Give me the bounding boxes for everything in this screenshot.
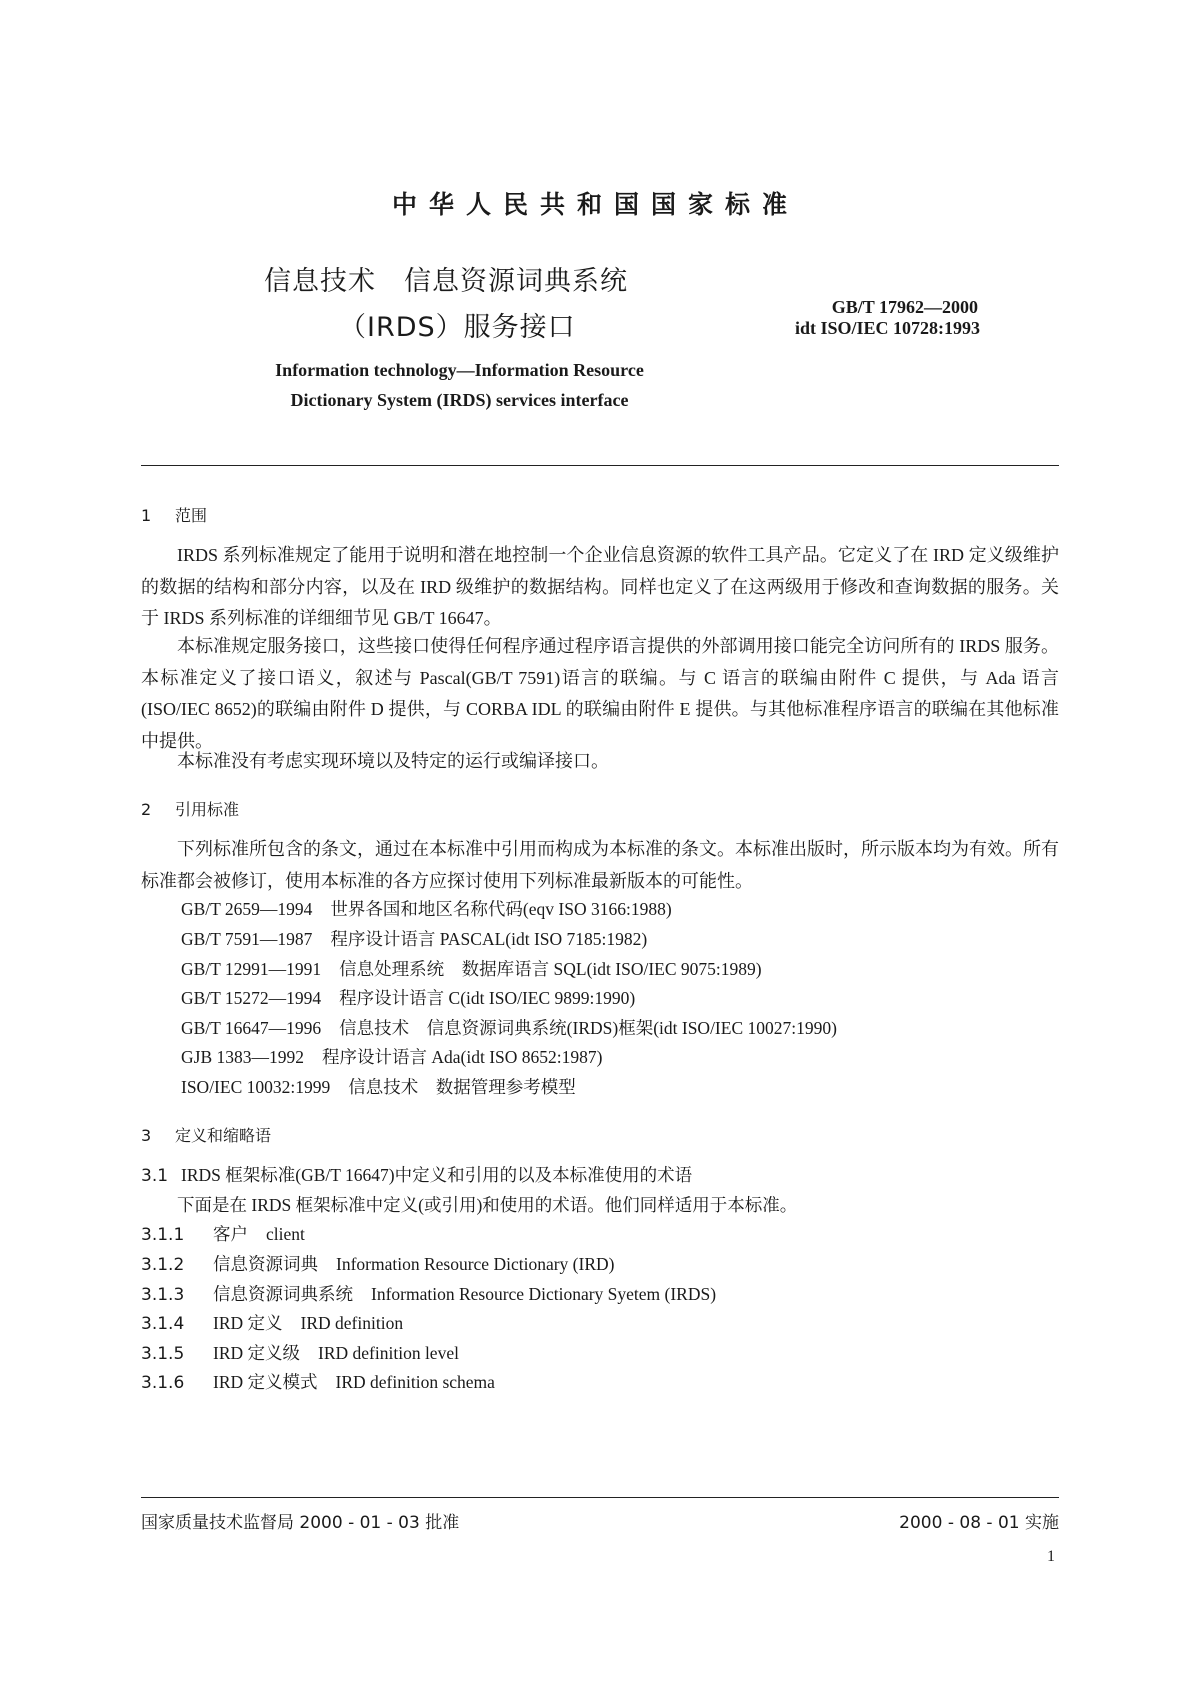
chinese-title-line-1: 信息技术 信息资源词典系统 [264, 266, 628, 297]
reference-code: GJB 1383—1992 [181, 1047, 304, 1067]
section-1-heading [141, 503, 207, 526]
footer-divider [141, 1497, 1059, 1498]
term-number: 3.1.5 [141, 1344, 185, 1364]
english-title-line-2: Dictionary System (IRDS) services interface [290, 390, 629, 410]
section-1-paragraph-2: 本标准规定服务接口，这些接口使得任何程序通过程序语言提供的外部调用接口能完全访问所有的 IRDS 服务。本标准定义了接口语义，叙述与 Pascal(GB/T 7591)语言的联编。与 C 语言的联编由附件 C 提供，与 Ada 语言(ISO/IEC 8652)的联编由附件 D 提供，与 CORBA IDL 的联编由附件 E 提供。与其他标准程序语言的联编在其他标准中提供。 [141, 636, 1059, 751]
reference-title: 信息技术 信息资源词典系统(IRDS)框架(idt ISO/IEC 10027:1990) [339, 1018, 837, 1038]
term-entry [141, 1367, 495, 1400]
term-chinese: IRD 定义 [213, 1313, 283, 1333]
reference-item [181, 924, 647, 956]
term-english: Information Resource Dictionary Syetem (IRDS) [371, 1284, 717, 1304]
standard-banner: 中华人民共和国国家标准 [391, 190, 799, 219]
reference-code: GB/T 15272—1994 [181, 988, 322, 1008]
reference-code: GB/T 12991—1991 [181, 959, 322, 979]
term-chinese: 信息资源词典 [213, 1254, 318, 1274]
term-chinese: 客户 [213, 1224, 248, 1244]
english-title-line-1: Information technology—Information Resource [275, 360, 644, 380]
term-english: Information Resource Dictionary (IRD) [336, 1254, 615, 1274]
reference-title: 程序设计语言 PASCAL(idt ISO 7185:1982) [330, 929, 648, 949]
term-number: 3.1.1 [141, 1225, 185, 1245]
page-number: 1 [1047, 1548, 1055, 1565]
term-english: client [266, 1224, 305, 1244]
reference-code: GB/T 7591—1987 [181, 929, 313, 949]
term-number: 3.1.3 [141, 1285, 185, 1305]
section-2-paragraph-1: 下列标准所包含的条文，通过在本标准中引用而构成为本标准的条文。本标准出版时，所示版本均为有效。所有标准都会被修订，使用本标准的各方应探讨使用下列标准最新版本的可能性。 [141, 839, 1059, 891]
term-number: 3.1.6 [141, 1373, 185, 1393]
effective-date: 2000 - 08 - 01 实施 [899, 1513, 1059, 1533]
reference-code: GB/T 2659—1994 [181, 899, 313, 919]
term-number: 3.1.4 [141, 1314, 185, 1334]
section-1-paragraph-3: 本标准没有考虑实现环境以及特定的运行或编译接口。 [177, 751, 609, 771]
term-english: IRD definition level [318, 1343, 459, 1363]
term-entry [141, 1219, 305, 1252]
chinese-title-line-2: （IRDS）服务接口 [339, 312, 576, 343]
section-number: 3 [141, 1126, 152, 1145]
term-chinese: IRD 定义级 [213, 1343, 301, 1363]
reference-item [181, 954, 762, 986]
reference-item [181, 1072, 576, 1104]
section-number: 1 [141, 506, 152, 525]
reference-title: 信息处理系统 数据库语言 SQL(idt ISO/IEC 9075:1989) [339, 959, 762, 979]
section-1-paragraph-1: IRDS 系列标准规定了能用于说明和潜在地控制一个企业信息资源的软件工具产品。它定义了在 IRD 定义级维护的数据的结构和部分内容，以及在 IRD 级维护的数据结构。同样也定义了在这两级用于修改和查询数据的服务。关于 IRDS 系列标准的详细细节见 GB/T 16647。 [141, 545, 1059, 628]
header-divider [141, 465, 1059, 466]
idt-number: idt ISO/IEC 10728:1993 [794, 318, 980, 338]
reference-item [181, 894, 672, 926]
term-english: IRD definition [300, 1313, 404, 1333]
term-english: IRD definition schema [335, 1372, 495, 1392]
reference-title: 程序设计语言 C(idt ISO/IEC 9899:1990) [339, 988, 636, 1008]
section-2-heading [141, 797, 239, 820]
section-3-heading [141, 1123, 271, 1146]
subsection-3-1-heading [141, 1160, 692, 1193]
term-entry [141, 1338, 459, 1371]
reference-item [181, 1042, 602, 1074]
term-entry [141, 1308, 403, 1341]
reference-title: 世界各国和地区名称代码(eqv ISO 3166:1988) [330, 899, 672, 919]
reference-item [181, 1013, 837, 1045]
section-title: 定义和缩略语 [175, 1126, 272, 1145]
reference-code: GB/T 16647—1996 [181, 1018, 322, 1038]
section-title: 范围 [175, 506, 208, 525]
section-title: 引用标准 [175, 800, 240, 819]
term-chinese: IRD 定义模式 [213, 1372, 318, 1392]
term-entry [141, 1279, 716, 1312]
reference-code: ISO/IEC 10032:1999 [181, 1077, 331, 1097]
reference-item [181, 983, 635, 1015]
reference-title: 程序设计语言 Ada(idt ISO 8652:1987) [322, 1047, 603, 1067]
term-entry [141, 1249, 614, 1282]
subsection-number: 3.1 [141, 1166, 169, 1186]
standard-number: GB/T 17962—2000 [831, 297, 978, 317]
term-number: 3.1.2 [141, 1255, 185, 1275]
reference-title: 信息技术 数据管理参考模型 [348, 1077, 576, 1097]
subsection-title: IRDS 框架标准(GB/T 16647)中定义和引用的以及本标准使用的术语 [181, 1165, 693, 1185]
approval-date: 国家质量技术监督局 2000 - 01 - 03 批准 [141, 1513, 460, 1533]
section-number: 2 [141, 800, 152, 819]
subsection-3-1-intro: 下面是在 IRDS 框架标准中定义(或引用)和使用的术语。他们同样适用于本标准。 [177, 1195, 798, 1215]
term-chinese: 信息资源词典系统 [213, 1284, 353, 1304]
